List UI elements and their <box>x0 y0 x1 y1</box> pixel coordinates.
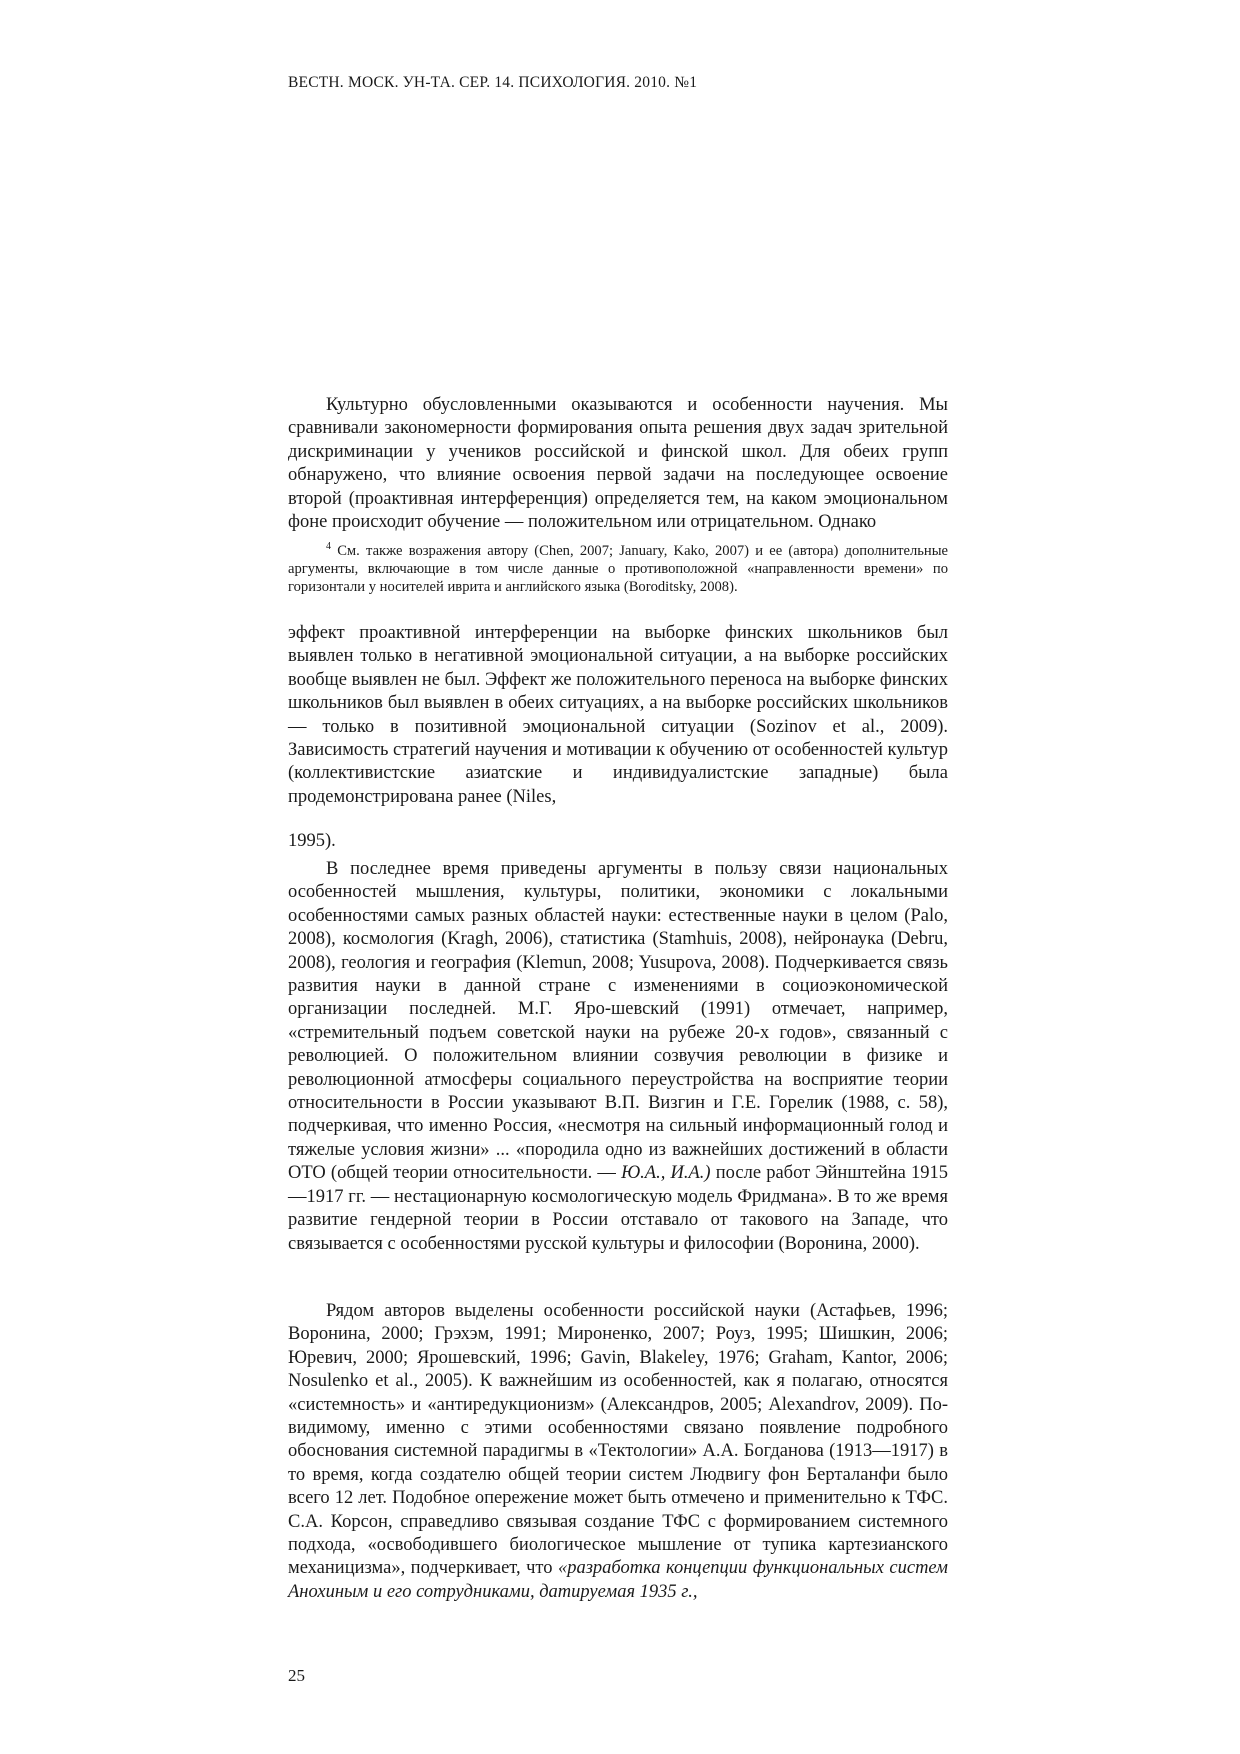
paragraph-2-text <box>288 858 948 1256</box>
footnote-body: См. также возражения автору (Chen, 2007; January, Kako, 2007) и ее (автора) дополнительные аргументы, включающие в том числе данные о противоположной «направленности времени» по горизонтали у носителей иврита и английского языка (Boroditsky, 2008). <box>288 542 948 596</box>
footnote-text <box>288 538 948 596</box>
paragraph-2-main: В последнее время приведены аргументы в пользу связи национальных особенностей мышления, культуры, политики, экономики с локальными особенностями самых разных областей науки: естественные науки в целом (Palo, 2008), космология (Kragh, 2006), статистика (Stamhuis, 2008), нейронаука (Debru, 2008), геология и география (Klemun, 2008; Yusupova, 2008). Подчеркивается связь развития науки в данной стране с изменениями в социоэкономической организации последней. М.Г. Яро-шевский (1991) отмечает, например, «стремительный подъем советской науки на рубеже 20-х годов», связанный с революцией. О положительном влиянии созвучия революции в физике и революционной атмосферы социального переустройства на восприятие теории относительности в России указывают В.П. Визгин и Г.Е. Горелик (1988, с. 58), подчеркивая, что именно Россия, «несмотря на сильный информационный голод и тяжелые условия жизни» ... «породила одно из важнейших достижений в области ОТО (общей теории относительности. — <box>288 859 948 1184</box>
paragraph-2 <box>288 858 948 1256</box>
paragraph-3 <box>288 1300 948 1604</box>
footnote-marker: 4 <box>326 541 331 552</box>
paragraph-2-italic: Ю.А., И.А.) <box>621 1163 711 1184</box>
paragraph-1-end <box>288 830 948 853</box>
paragraph-3-main: Рядом авторов выделены особенности российской науки (Астафьев, 1996; Воронина, 2000; Грэхэм, 1991; Мироненко, 2007; Роуз, 1995; Шишкин, 2006; Юревич, 2000; Ярошевский, 1996; Gavin, Blakeley, 1976; Graham, Kantor, 2006; Nosulenko et al., 2005). К важнейшим из особенностей, как я полагаю, относятся «системность» и «антиредукционизм» (Александров, 2005; Alexandrov, 2009). По-видимому, именно с этими особенностями связано появление подробного обоснования системной парадигмы в «Тектологии» А.А. Богданова (1913—1917) в то время, когда создателю общей теории систем Людвигу фон Берталанфи было всего 12 лет. Подобное опережение может быть отмечено и применительно к ТФС. С.А. Корсон, справедливо связывая создание ТФС с формированием системного подхода, «освободившего биологическое мышление от тупика картезианского механицизма», подчеркивает, что <box>288 1301 948 1579</box>
paragraph-1-continued <box>288 622 948 809</box>
paragraph-1-cont-text: эффект проактивной интерференции на выборке финских школьников был выявлен только в негативной эмоциональной ситуации, а на выборке российских вообще выявлен не был. Эффект же положительного переноса на выборке финских школьников был выявлен в обеих ситуациях, а на выборке российских школьников — только в позитивной эмоциональной ситуации (Sozinov et al., 2009). Зависимость стратегий научения и мотивации к обучению от особенностей культур (коллективистские азиатские и индивидуалистские западные) была продемонстрирована ранее (Niles, <box>288 623 948 807</box>
footnote-4 <box>288 538 948 596</box>
running-header: ВЕСТН. МОСК. УН-ТА. СЕР. 14. ПСИХОЛОГИЯ. 2010. №1 <box>288 74 698 91</box>
page-number: 25 <box>288 1666 305 1685</box>
paragraph-3-italic: «разработка концепции функциональных систем Анохиным и его сотрудниками, датируемая 1935 г., <box>288 1558 948 1602</box>
paragraph-3-text <box>288 1300 948 1604</box>
paragraph-1 <box>288 394 948 534</box>
paragraph-1-text: Культурно обусловленными оказываются и особенности научения. Мы сравнивали закономерности формирования опыта решения двух задач зрительной дискриминации у учеников российской и финской школ. Для обеих групп обнаружено, что влияние освоения первой задачи на последующее освоение второй (проактивная интерференция) определяется тем, на каком эмоциональном фоне происходит обучение — положительном или отрицательном. Однако <box>288 395 948 533</box>
paragraph-1-end-text: 1995). <box>288 831 336 851</box>
paragraph-2-end: после работ Эйнштейна 1915—1917 гг. — нестационарную космологическую модель Фридмана». В то же время развитие гендерной теории в России отставало от такового на Западе, что связывается с особенностями русской культуры и философии (Воронина, 2000). <box>288 1163 949 1254</box>
